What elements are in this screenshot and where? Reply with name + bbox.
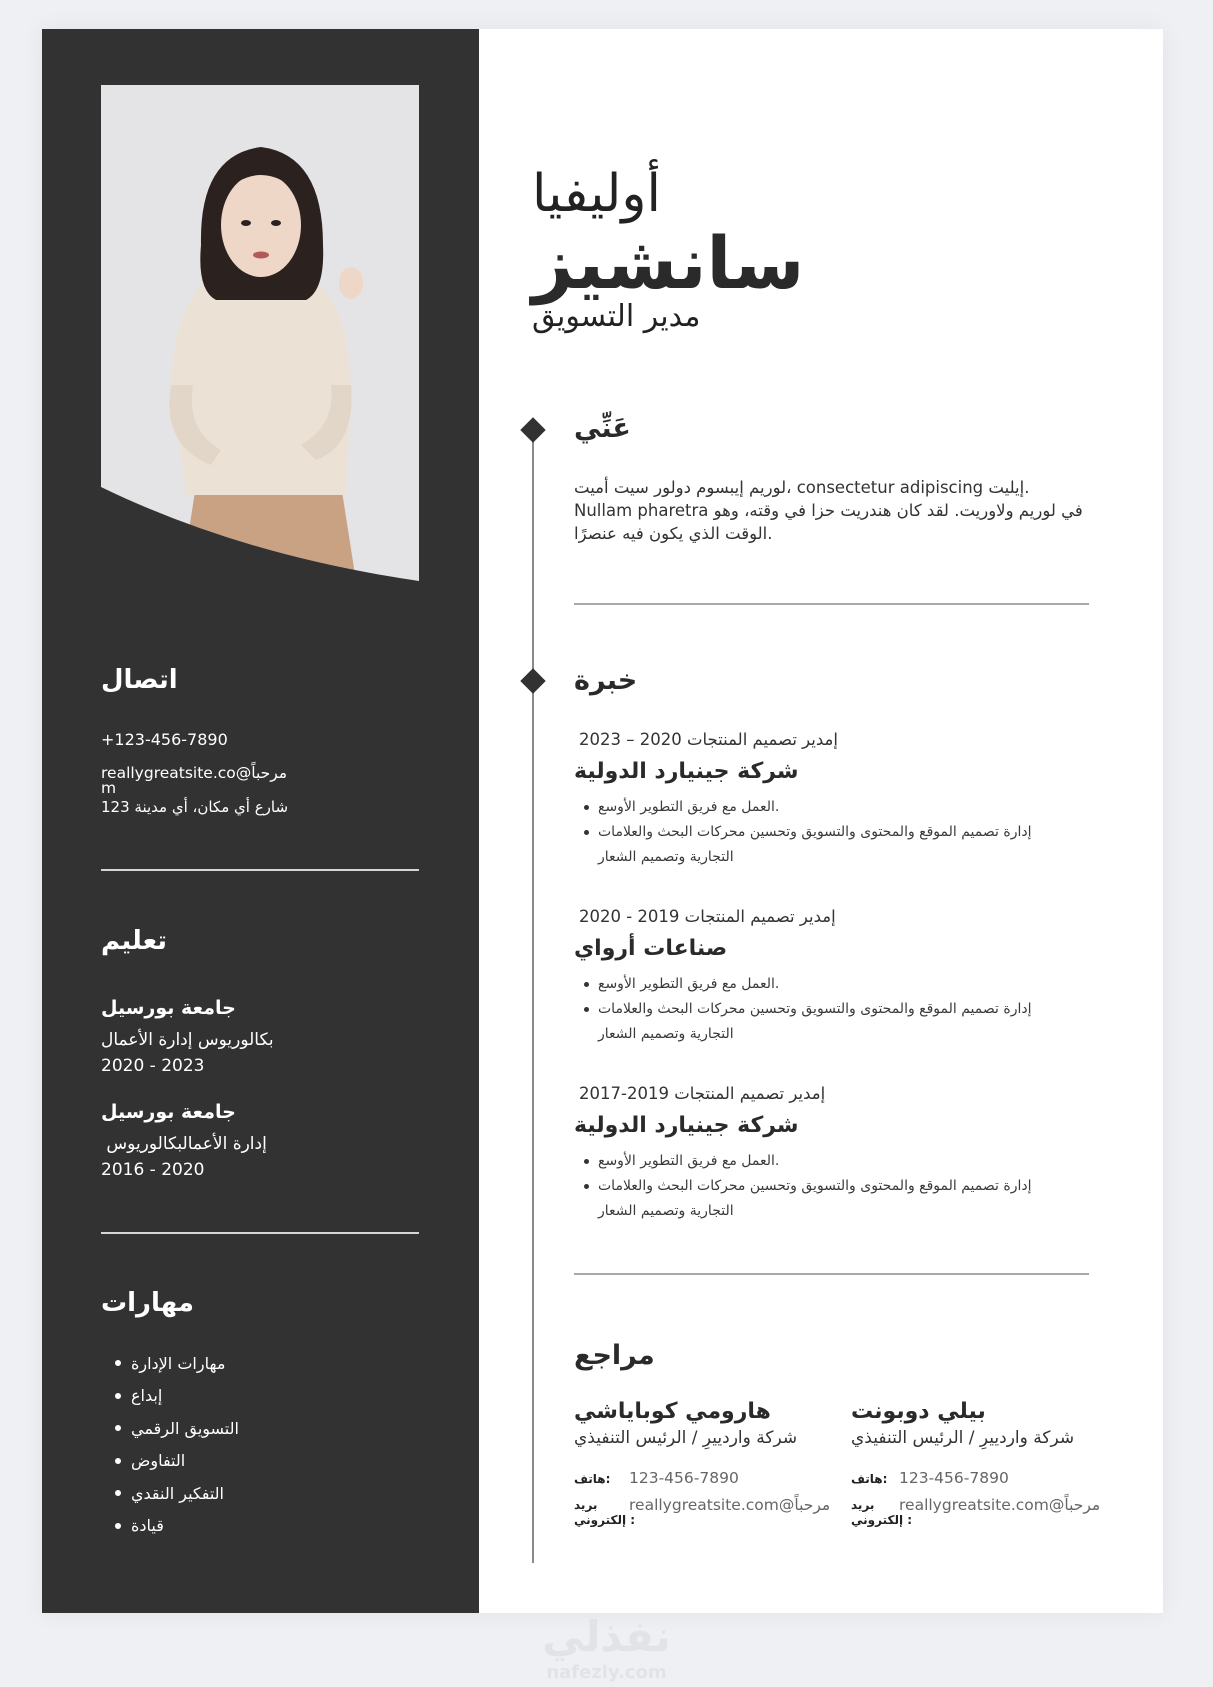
reference-email-label: بريد إلكتروني : <box>851 1498 913 1527</box>
bullet-icon <box>115 1523 121 1529</box>
bullet-icon <box>584 1007 589 1012</box>
job-bullets-3 <box>584 1149 1054 1224</box>
reference-email: reallygreatsite.com@مرحباً <box>899 1496 1101 1514</box>
reference-phone: 123-456-7890 <box>629 1469 739 1487</box>
bullet-icon <box>584 805 589 810</box>
references-heading: مراجع <box>574 1340 655 1371</box>
profile-photo-illustration <box>101 85 419 581</box>
reference-phone: 123-456-7890 <box>899 1469 1009 1487</box>
job-date-3: 2017-2019 إمدير تصميم المنتجات <box>579 1084 826 1103</box>
job-company-1: شركة جينيارد الدولية <box>574 759 799 784</box>
about-text: لوريم إيبسوم دولور سيت أميت، consectetur adipiscing إيليت. Nullam pharetra في لوريم ولاوريت. لقد كان هندريت حزا في وقته، وهو الوقت الذي يكون فيه عنصرًا. <box>574 478 1083 543</box>
education-years-2: 2016 - 2020 <box>101 1160 205 1180</box>
job-bullets-2 <box>584 972 1054 1047</box>
watermark-logo: نفذلي <box>542 1612 671 1661</box>
job-bullet: إدارة تصميم الموقع والمحتوى والتسويق وتحسين محركات البحث والعلامات التجارية وتصميم الشعار <box>584 820 1054 870</box>
skill-item: مهارات الإدارة <box>101 1347 239 1380</box>
bullet-icon <box>584 982 589 987</box>
bullet-icon <box>584 1159 589 1164</box>
reference-email: reallygreatsite.com@مرحباً <box>629 1496 831 1514</box>
first-name: أوليفيا <box>532 164 661 224</box>
contact-phone: +123-456-7890 <box>101 730 228 749</box>
skills-heading: مهارات <box>101 1288 195 1318</box>
timeline-line <box>532 427 534 1563</box>
reference-name: بيلي دوبونت <box>851 1399 986 1424</box>
bullet-icon <box>115 1360 121 1366</box>
reference-phone-label: هاتف: <box>574 1472 611 1486</box>
profile-photo <box>101 85 419 581</box>
sidebar <box>42 29 479 1613</box>
timeline-diamond-icon <box>520 417 545 442</box>
job-date-1: 2023 – 2020 إمدير تصميم المنتجات <box>579 730 838 749</box>
job-company-3: شركة جينيارد الدولية <box>574 1113 799 1138</box>
experience-heading: خبرة <box>574 665 638 696</box>
reference-card-1 <box>574 1399 834 1527</box>
reference-title: شركة واردييرِ / الرئيس التنفيذي <box>574 1428 798 1448</box>
skill-item: إبداع <box>101 1380 239 1413</box>
bullet-icon <box>115 1490 121 1496</box>
job-bullet: العمل مع فريق التطوير الأوسع. <box>584 795 1054 820</box>
last-name: سانشيز <box>532 221 805 305</box>
reference-card-2 <box>851 1399 1111 1527</box>
bullet-icon <box>584 830 589 835</box>
education-years-1: 2020 - 2023 <box>101 1056 205 1076</box>
about-heading: عَنِّي <box>574 413 631 444</box>
job-bullet: إدارة تصميم الموقع والمحتوى والتسويق وتحسين محركات البحث والعلامات التجارية وتصميم الشعار <box>584 1174 1054 1224</box>
main-content <box>479 29 1163 1613</box>
section-divider <box>574 603 1089 605</box>
sidebar-divider <box>101 1232 419 1234</box>
job-bullet: العمل مع فريق التطوير الأوسع. <box>584 1149 1054 1174</box>
skill-item: قيادة <box>101 1510 239 1543</box>
job-bullet: إدارة تصميم الموقع والمحتوى والتسويق وتحسين محركات البحث والعلامات التجارية وتصميم الشعار <box>584 997 1054 1047</box>
job-bullet: العمل مع فريق التطوير الأوسع. <box>584 972 1054 997</box>
education-institution-1: جامعة بورسيل <box>101 997 236 1019</box>
contact-address: 123 شارع أي مكان، أي مدينة <box>101 798 289 816</box>
reference-name: هارومي كوباياشي <box>574 1399 771 1424</box>
education-degree-2: إدارة الأعمالبكالوريوس <box>101 1134 267 1154</box>
reference-title: شركة واردييرِ / الرئيس التنفيذي <box>851 1428 1075 1448</box>
job-role: مدير التسويق <box>532 299 701 334</box>
education-heading: تعليم <box>101 926 168 956</box>
bullet-icon <box>115 1425 121 1431</box>
job-company-2: صناعات أرواي <box>574 936 728 961</box>
contact-email-line1: reallygreatsite.co@مرحباً <box>101 764 288 782</box>
reference-phone-label: هاتف: <box>851 1472 888 1486</box>
contact-email <box>101 764 288 797</box>
reference-email-label: بريد إلكتروني : <box>574 1498 636 1527</box>
skill-item: التسويق الرقمي <box>101 1412 239 1445</box>
job-date-2: 2020 - 2019 إمدير تصميم المنتجات <box>579 907 836 926</box>
skill-item: التفكير النقدي <box>101 1477 239 1510</box>
watermark-domain: nafezly.com <box>546 1662 667 1683</box>
contact-heading: اتصال <box>101 665 178 695</box>
contact-email-line2: m <box>101 779 117 797</box>
education-institution-2: جامعة بورسيل <box>101 1101 236 1123</box>
section-divider <box>574 1273 1089 1275</box>
bullet-icon <box>584 1184 589 1189</box>
resume-page <box>42 29 1163 1613</box>
education-degree-1: بكالوريوس إدارة الأعمال <box>101 1030 274 1050</box>
bullet-icon <box>115 1393 121 1399</box>
bullet-icon <box>115 1458 121 1464</box>
sidebar-divider <box>101 869 419 871</box>
job-bullets-1 <box>584 795 1054 870</box>
skills-list <box>101 1347 239 1542</box>
timeline-diamond-icon <box>520 668 545 693</box>
skill-item: التفاوض <box>101 1445 239 1478</box>
